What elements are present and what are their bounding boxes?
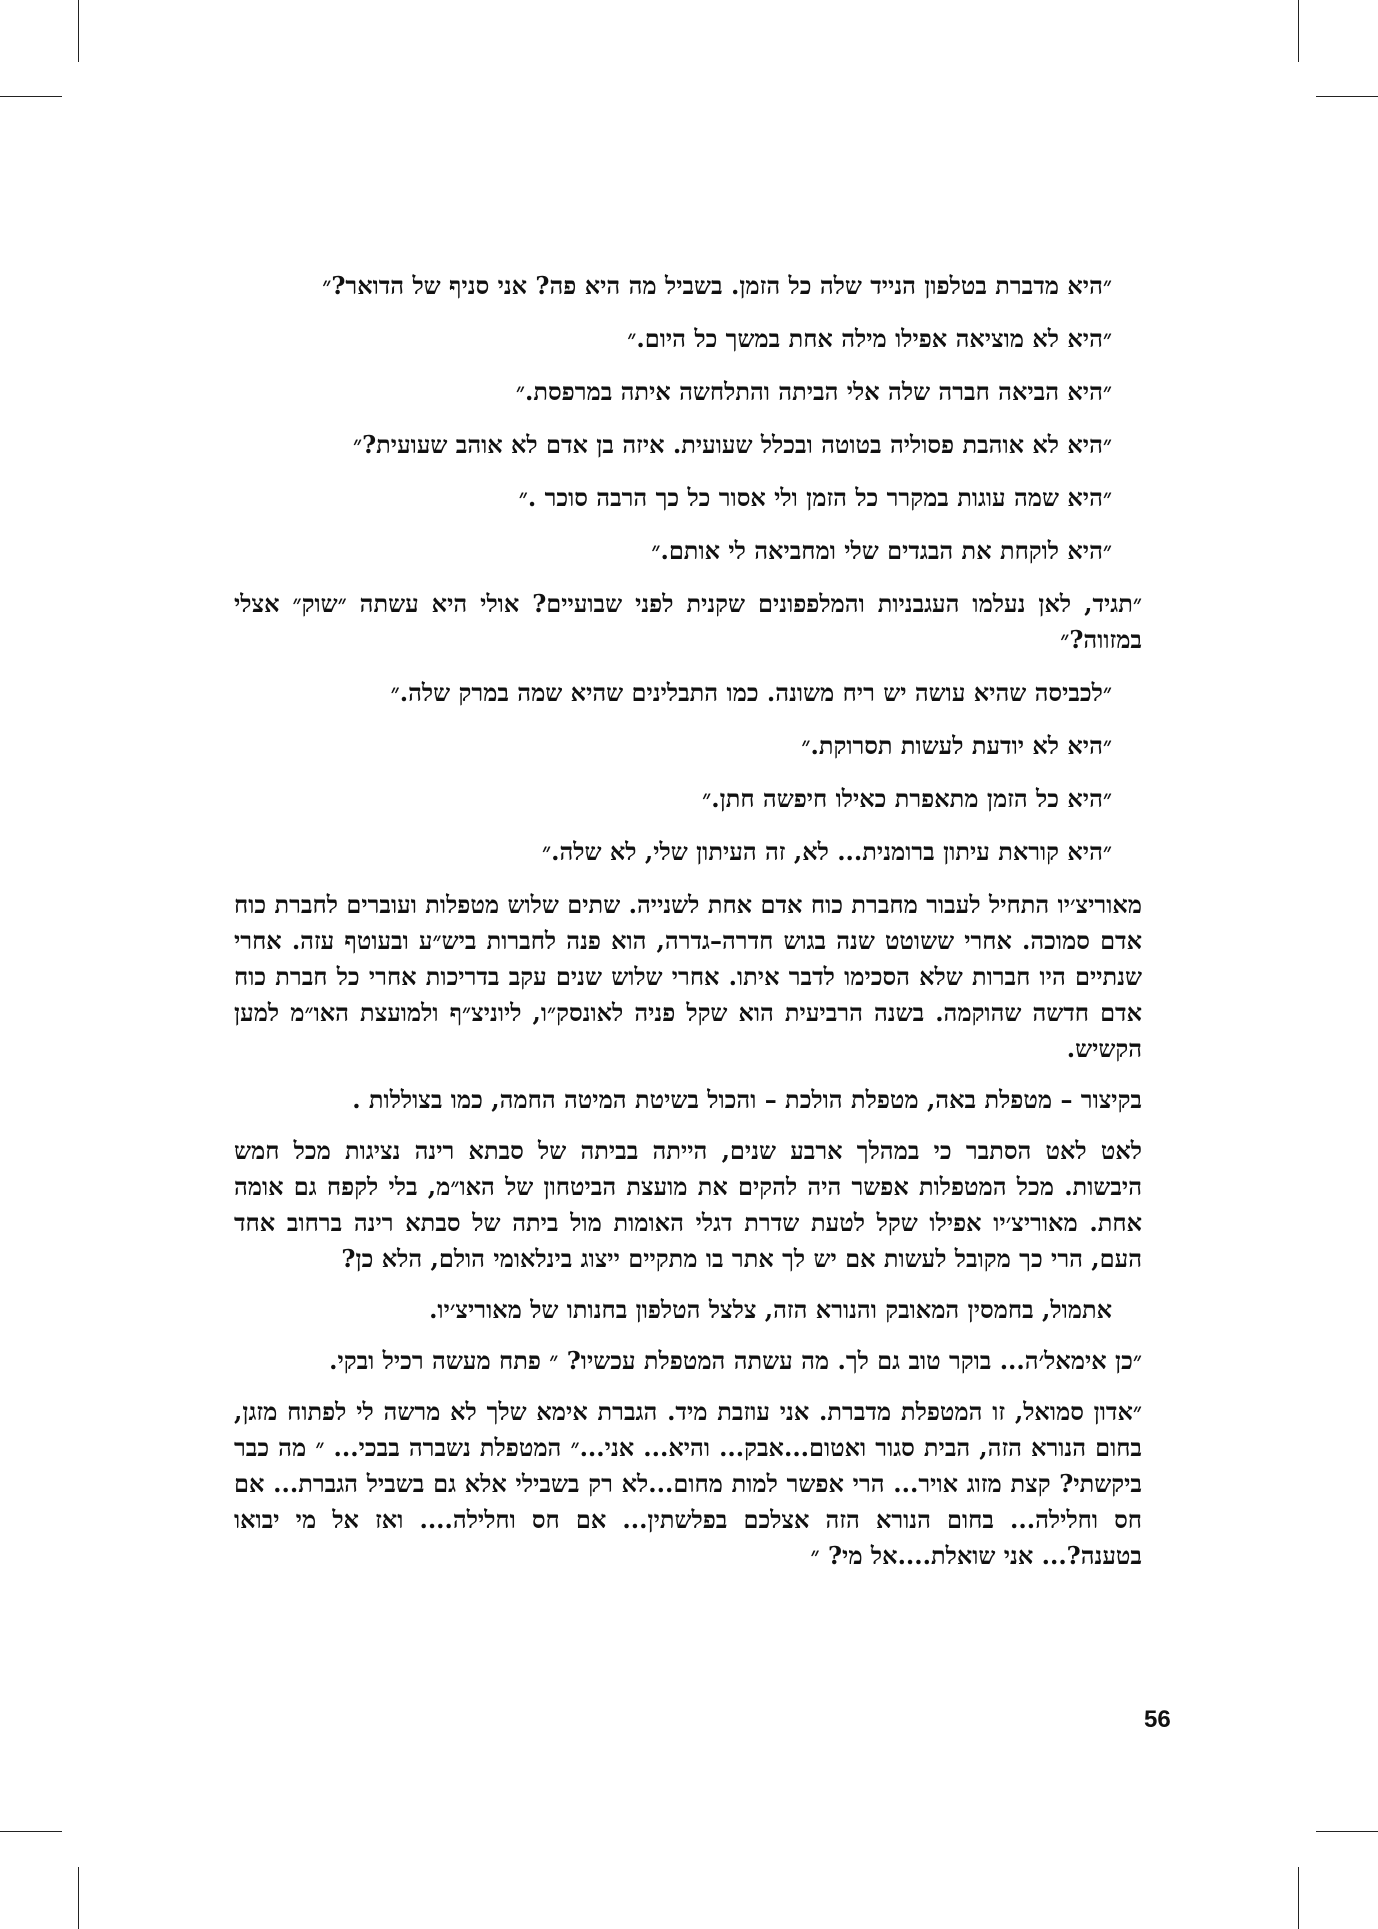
body-paragraph: ״כן אימאל׳ה... בוקר טוב גם לך. מה עשתה המטפלת עכשיו? ״ פתח מעשה רכיל ובקי.: [329, 1346, 1142, 1375]
page-number: 56: [1144, 1706, 1171, 1733]
body-paragraph: ״אדון סמואל, זו המטפלת מדברת. אני עוזבת מיד. הגברת אימא שלך לא מרשה לי לפתוח מזגן, בחום הנורא הזה, הבית סגור ואטום...אבק... והיא... אני...״ המטפלת נשברה בבכי... ״ מה כבר ביקשתי? קצת מזוג אויר... הרי אפשר למות מחום...לא רק בשבילי אלא גם בשביל הגברת... אם חס וחלילה... בחום הנורא הזה אצלכם בפלשתין... אם חס וחלילה.... ואז אל מי יבואו בטענה?... אני שואלת....אל מי? ״: [234, 1397, 1143, 1570]
quote-line: ״היא לא מוציאה אפילו מילה אחת במשך כל היום.״: [627, 324, 1112, 353]
quote-line: ״היא הביאה חברה שלה אלי הביתה והתלחשה איתה במרפסת.״: [515, 377, 1112, 406]
crop-mark-top-left-h: [0, 96, 62, 97]
quote-line: ״היא שמה עוגות במקרר כל הזמן ולי אסור כל כך הרבה סוכר .״: [518, 483, 1112, 512]
quote-line: ״תגיד, לאן נעלמו העגבניות והמלפפונים שקנית לפני שבועיים? אולי היא עשתה ״שוק״ אצלי במזווה?״: [234, 589, 1142, 654]
quote-line: ״היא לא יודעת לעשות תסרוקת.״: [801, 731, 1112, 760]
crop-mark-top-right-h: [1316, 96, 1378, 97]
body-paragraph: אתמול, בחמסין המאובק והנורא הזה, צלצל הטלפון בחנותו של מאוריצ׳יו.: [429, 1295, 1112, 1324]
crop-mark-bottom-left: [78, 1867, 79, 1929]
quote-line: ״היא קוראת עיתון ברומנית... לא, זה העיתון שלי, לא שלה.״: [542, 837, 1112, 866]
quote-line: ״לכביסה שהיא עושה יש ריח משונה. כמו התבלינים שהיא שמה במרק שלה.״: [390, 678, 1112, 707]
quote-line: ״היא לא אוהבת פסוליה בטוטה ובכלל שעועית. איזה בן אדם לא אוהב שעועית?״: [352, 430, 1112, 459]
body-paragraph: מאוריצ׳יו התחיל לעבור מחברת כוח אדם אחת לשנייה. שתים שלוש מטפלות ועוברים לחברת כוח אדם סמוכה. אחרי ששוטט שנה בגוש חדרה–גדרה, הוא פנה לחברות ביש״ע ובעוטף עזה. אחרי שנתיים היו חברות שלא הסכימו לדבר איתו. אחרי שלוש שנים עקב בדריכות אחרי כל חברת כוח אדם חדשה שהוקמה. בשנה הרביעית הוא שקל פניה לאונסק״ו, ליוניצ״ף ולמועצת האו״מ למען הקשיש.: [234, 890, 1142, 1063]
quote-line: ״היא לוקחת את הבגדים שלי ומחביאה לי אותם.״: [651, 536, 1112, 565]
crop-mark-top-left: [78, 0, 79, 62]
quote-line: ״היא מדברת בטלפון הנייד שלה כל הזמן. בשביל מה היא פה? אני סניף של הדואר?״: [322, 271, 1112, 300]
crop-mark-top-right: [1298, 0, 1299, 62]
crop-mark-bottom-right-h: [1316, 1831, 1378, 1832]
quote-line: ״היא כל הזמן מתאפרת כאילו חיפשה חתן.״: [702, 784, 1112, 813]
body-paragraph: לאט לאט הסתבר כי במהלך ארבע שנים, הייתה בביתה של סבתא רינה נציגות מכל חמש היבשות. מכל המטפלות אפשר היה להקים את מועצת הביטחון של האו״מ, בלי לקפח גם אומה אחת. מאוריצ׳יו אפילו שקל לטעת שדרת דגלי האומות מול ביתה של סבתא רינה ברחוב אחד העם, הרי כך מקובל לעשות אם יש לך אתר בו מתקיים ייצוג בינלאומי הולם, הלא כן?: [234, 1136, 1142, 1273]
page-body: [234, 268, 1142, 1589]
body-paragraph: בקיצור – מטפלת באה, מטפלת הולכת – והכול בשיטת המיטה החמה, כמו בצוללות .: [352, 1085, 1142, 1114]
crop-mark-bottom-left-h: [0, 1831, 62, 1832]
crop-mark-bottom-right: [1298, 1867, 1299, 1929]
